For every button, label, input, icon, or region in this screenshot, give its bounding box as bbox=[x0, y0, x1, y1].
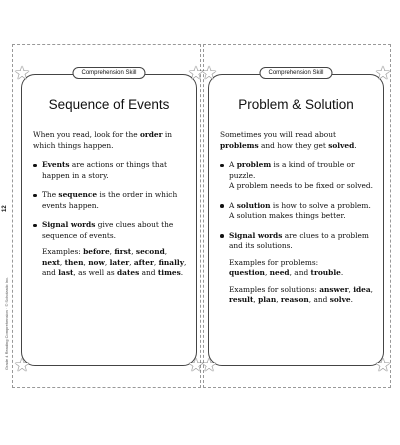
bullet-problem: A problem is a kind of trouble or puzzle. A problem needs to be fixed or solved. bbox=[220, 160, 375, 192]
star-icon: ★ bbox=[187, 355, 204, 376]
solution-examples-text: Examples for solutions: answer, idea, result, plan, reason, and solve. bbox=[229, 284, 374, 305]
card-title: Sequence of Events bbox=[48, 97, 170, 112]
side-credit: Grade 4 Reading Comprehension · © Scholastic Inc. bbox=[4, 276, 9, 370]
skill-tag: Comprehension Skill bbox=[72, 67, 145, 79]
bullet-events: Events are actions or things that happen in a story. bbox=[33, 160, 188, 181]
page-number: 12 bbox=[2, 205, 8, 212]
card-title: Problem & Solution bbox=[238, 97, 354, 112]
bullet-signal-words: Signal words give clues about the sequence of events. Examples: before, first, second, next, then, now, later, after, finally, and last, as well as dates and times. bbox=[33, 220, 188, 279]
star-icon: ★ bbox=[187, 63, 204, 84]
star-icon: ★ bbox=[14, 63, 31, 84]
card-problem-solution bbox=[201, 63, 391, 376]
skill-tag: Comprehension Skill bbox=[259, 67, 332, 79]
card-body bbox=[220, 130, 375, 306]
card-body bbox=[33, 130, 188, 279]
star-icon: ★ bbox=[14, 355, 31, 376]
bullet-solution: A solution is how to solve a problem. A solution makes things better. bbox=[220, 201, 375, 222]
card-sequence-of-events bbox=[14, 63, 204, 376]
examples-text: Examples: before, first, second, next, then, now, later, after, finally, and last, as well as dates and times. bbox=[42, 247, 187, 278]
intro-text: When you read, look for the order in which things happen. bbox=[33, 130, 173, 150]
star-icon: ★ bbox=[201, 355, 218, 376]
star-icon: ★ bbox=[374, 355, 391, 376]
star-icon: ★ bbox=[201, 63, 218, 84]
problem-examples-text: Examples for problems: question, need, and trouble. bbox=[229, 257, 344, 278]
intro-text: Sometimes you will read about problems and how they get solved. bbox=[220, 130, 357, 150]
bullet-sequence: The sequence is the order in which events happen. bbox=[33, 190, 188, 211]
bullet-signal-words: Signal words are clues to a problem and its solutions. Examples for problems: question, need, and trouble. Examples for solutions: answer, idea, result, plan, reason, and solve. bbox=[220, 231, 375, 306]
star-icon: ★ bbox=[374, 63, 391, 84]
